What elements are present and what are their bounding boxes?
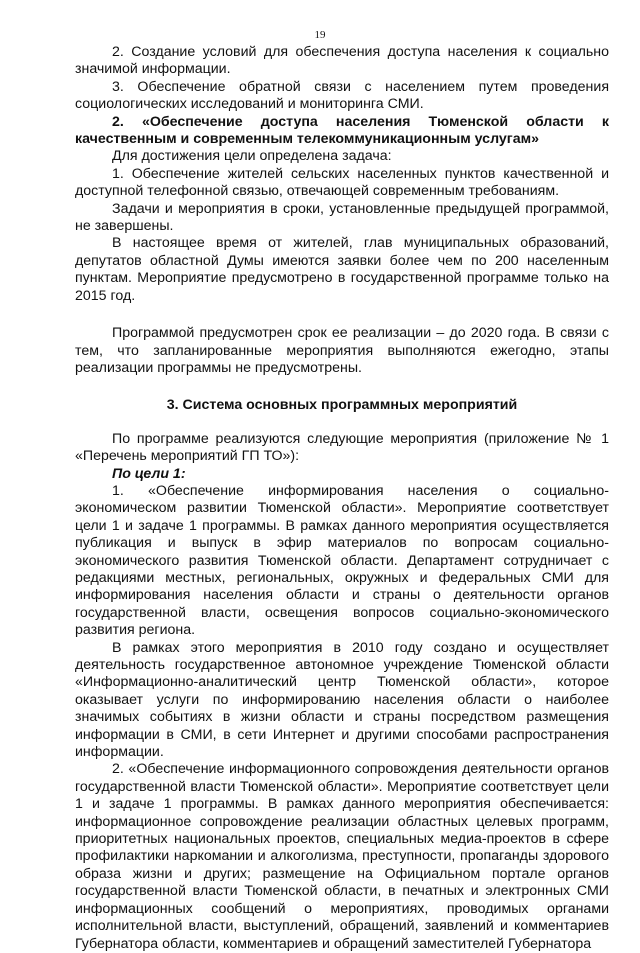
spacer xyxy=(75,305,609,325)
paragraph-intro: По программе реализуются следующие мероприятия (приложение № 1 «Перечень мероприятий ГП ТО»): xyxy=(75,430,609,465)
paragraph-term: Программой предусмотрен срок ее реализации – до 2020 года. В связи с тем, что запланированные мероприятия выполняются ежегодно, этапы реализации программы не предусмотрены. xyxy=(75,325,609,376)
paragraph-task-defined: Для достижения цели определена задача: xyxy=(112,148,392,165)
section-heading: 3. Система основных программных мероприятий xyxy=(166,397,518,414)
document-body xyxy=(75,44,609,953)
paragraph-access-conditions: 2. Создание условий для обеспечения доступа населения к социально значимой информации. xyxy=(75,44,609,78)
spacer xyxy=(75,377,609,397)
paragraph-feedback: 3. Обеспечение обратной связи с населением путем проведения социологических исследований и мониторинга СМИ. xyxy=(75,78,609,113)
spacer xyxy=(75,415,609,431)
subheading-goal-1: По цели 1: xyxy=(112,465,186,482)
paragraph-measure-2: 2. «Обеспечение информационного сопровождения деятельности органов государственной власти Тюменской области». Мероприятие соответствует цели 1 и задаче 1 программы. В рамках данного мероприятия обеспечивается: информационное сопровождение реализации областных целевых программ, приоритетных национальных проектов, специальных медиа-проектов в сфере профилактики наркомании и алкоголизма, преступности, пропаганды здорового образа жизни и других; размещение на Официальном портале органов государственной власти Тюменской области, в печатных и электронных СМИ информационных сообщений о мероприятиях, проводимых органами исполнительной власти, выступлений, обращений, заявлений и комментариев Губернатора области, комментариев и обращений заместителей Губернатора xyxy=(75,761,609,952)
page-number: 19 xyxy=(314,29,326,41)
paragraph-requests: В настоящее время от жителей, глав муниципальных образований, депутатов областной Думы имеются заявки более чем по 200 населенным пунктам. Мероприятие предусмотрено в государственной программе только на 2015 год. xyxy=(75,235,609,304)
paragraph-measure-1: 1. «Обеспечение информирования населения о социально-экономическом развитии Тюменской области». Мероприятие соответствует цели 1 и задаче 1 программы. В рамках данного мероприятия осуществляется публикация и выпуск в эфир материалов по вопросам социально-экономического развития Тюменской области. Департамент сотрудничает с редакциями местных, региональных, окружных и федеральных СМИ для информирования населения области и страны о деятельности органов государственной власти, освещения вопросов социально-экономического развития региона. xyxy=(75,482,609,639)
paragraph-not-completed: Задачи и мероприятия в сроки, установленные предыдущей программой, не завершены. xyxy=(75,200,609,235)
goal-2-heading: 2. «Обеспечение доступа населения Тюменской области к качественным и современным телекоммуникационным услугам» xyxy=(75,113,609,148)
paragraph-task-1: 1. Обеспечение жителей сельских населенных пунктов качественной и доступной телефонной связью, отвечающей современным требованиям. xyxy=(75,165,609,200)
paragraph-info-center: В рамках этого мероприятия в 2010 году создано и осуществляет деятельность государственное автономное учреждение Тюменской области «Информационно-аналитический центр Тюменской области», которое оказывает услуги по информированию населения области о наиболее значимых событиях в жизни области и страны посредством размещения информации в СМИ, в сети Интернет и другими способами распространения информации. xyxy=(75,639,609,761)
